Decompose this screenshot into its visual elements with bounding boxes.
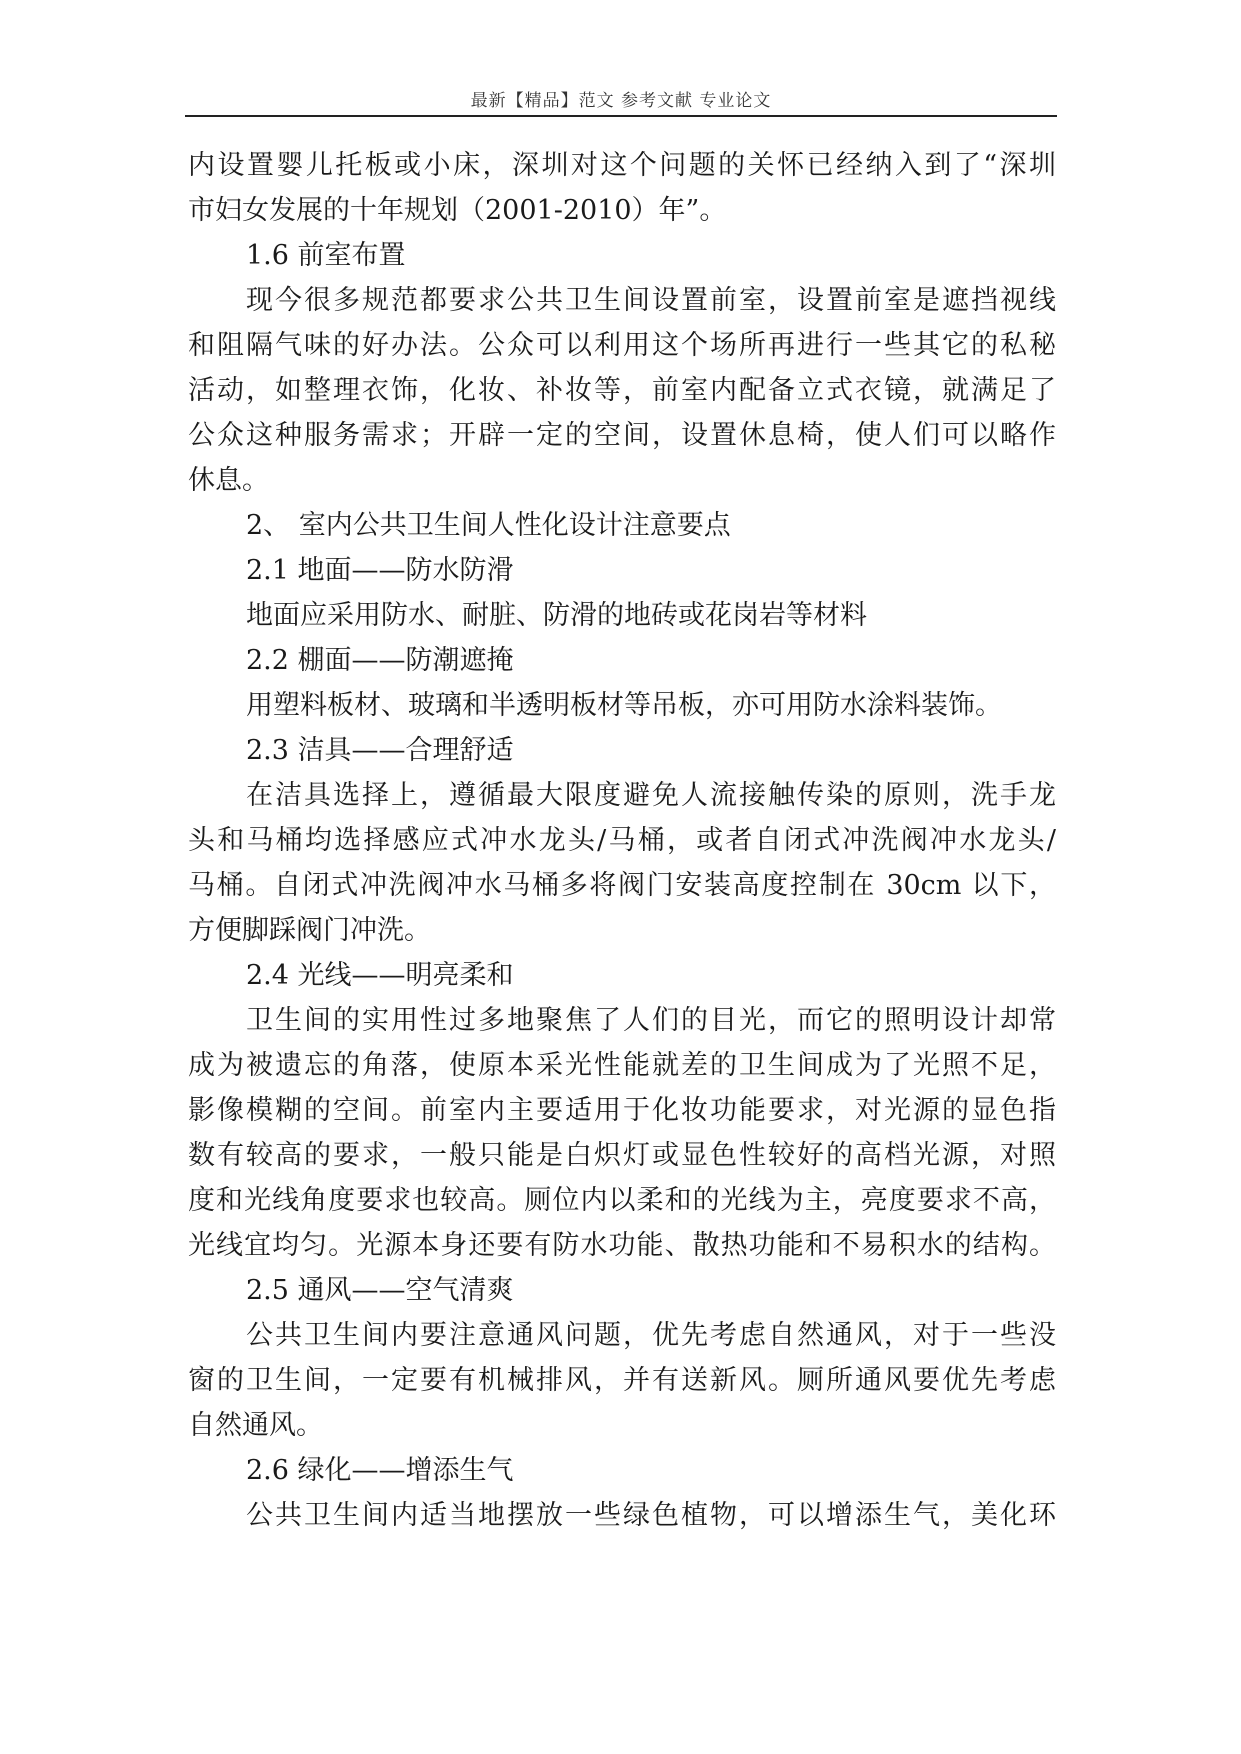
section-heading: 2、 室内公共卫生间人性化设计注意要点: [246, 510, 731, 541]
text-line: 光线宜均匀。光源本身还要有防水功能、散热功能和不易积水的结构。: [188, 1230, 1056, 1261]
text-line: 数有较高的要求，一般只能是白炽灯或显色性较好的高档光源，对照: [188, 1140, 1056, 1171]
text-line: 活动，如整理衣饰，化妆、补妆等，前室内配备立式衣镜，就满足了: [188, 375, 1056, 406]
section-heading: 1.6 前室布置: [246, 240, 406, 271]
section-heading: 2.6 绿化——增添生气: [246, 1455, 514, 1486]
text-line: 公众这种服务需求；开辟一定的空间，设置休息椅，使人们可以略作: [188, 420, 1056, 451]
paragraph-first-line: 卫生间的实用性过多地聚焦了人们的目光，而它的照明设计却常: [246, 1005, 1056, 1036]
paragraph-first-line: 公共卫生间内要注意通风问题，优先考虑自然通风，对于一些没: [246, 1320, 1056, 1351]
section-heading: 2.3 洁具——合理舒适: [246, 735, 514, 766]
text-line: 市妇女发展的十年规划（2001-2010）年”。: [188, 195, 727, 226]
paragraph-first-line: 现今很多规范都要求公共卫生间设置前室，设置前室是遮挡视线: [246, 285, 1056, 316]
text-line: 和阻隔气味的好办法。公众可以利用这个场所再进行一些其它的私秘: [188, 330, 1056, 361]
document-body: [188, 143, 1056, 1538]
text-line: 自然通风。: [188, 1410, 323, 1441]
text-line: 内设置婴儿托板或小床，深圳对这个问题的关怀已经纳入到了“深圳: [188, 150, 1056, 181]
text-line: 影像模糊的空间。前室内主要适用于化妆功能要求，对光源的显色指: [188, 1095, 1056, 1126]
text-line: 马桶。自闭式冲洗阀冲水马桶多将阀门安装高度控制在 30cm 以下，: [188, 870, 1056, 901]
text-line: 休息。: [188, 465, 269, 496]
text-line: 窗的卫生间，一定要有机械排风，并有送新风。厕所通风要优先考虑: [188, 1365, 1056, 1396]
paragraph-first-line: 公共卫生间内适当地摆放一些绿色植物，可以增添生气，美化环: [246, 1500, 1056, 1531]
paragraph-first-line: 在洁具选择上，遵循最大限度避免人流接触传染的原则，洗手龙: [246, 780, 1056, 811]
header-divider: [185, 115, 1057, 117]
section-heading: 2.5 通风——空气清爽: [246, 1275, 514, 1306]
section-heading: 2.1 地面——防水防滑: [246, 555, 514, 586]
section-heading: 2.2 棚面——防潮遮掩: [246, 645, 514, 676]
paragraph-first-line: 用塑料板材、玻璃和半透明板材等吊板，亦可用防水涂料装饰。: [246, 690, 1002, 721]
paragraph-first-line: 地面应采用防水、耐脏、防滑的地砖或花岗岩等材料: [246, 600, 867, 631]
text-line: 度和光线角度要求也较高。厕位内以柔和的光线为主，亮度要求不高，: [188, 1185, 1056, 1216]
section-heading: 2.4 光线——明亮柔和: [246, 960, 514, 991]
text-line: 成为被遗忘的角落，使原本采光性能就差的卫生间成为了光照不足，: [188, 1050, 1056, 1081]
text-line: 方便脚踩阀门冲洗。: [188, 915, 431, 946]
text-line: 头和马桶均选择感应式冲水龙头/马桶，或者自闭式冲洗阀冲水龙头/: [188, 825, 1056, 856]
page-header: 最新【精品】范文 参考文献 专业论文: [470, 91, 772, 111]
